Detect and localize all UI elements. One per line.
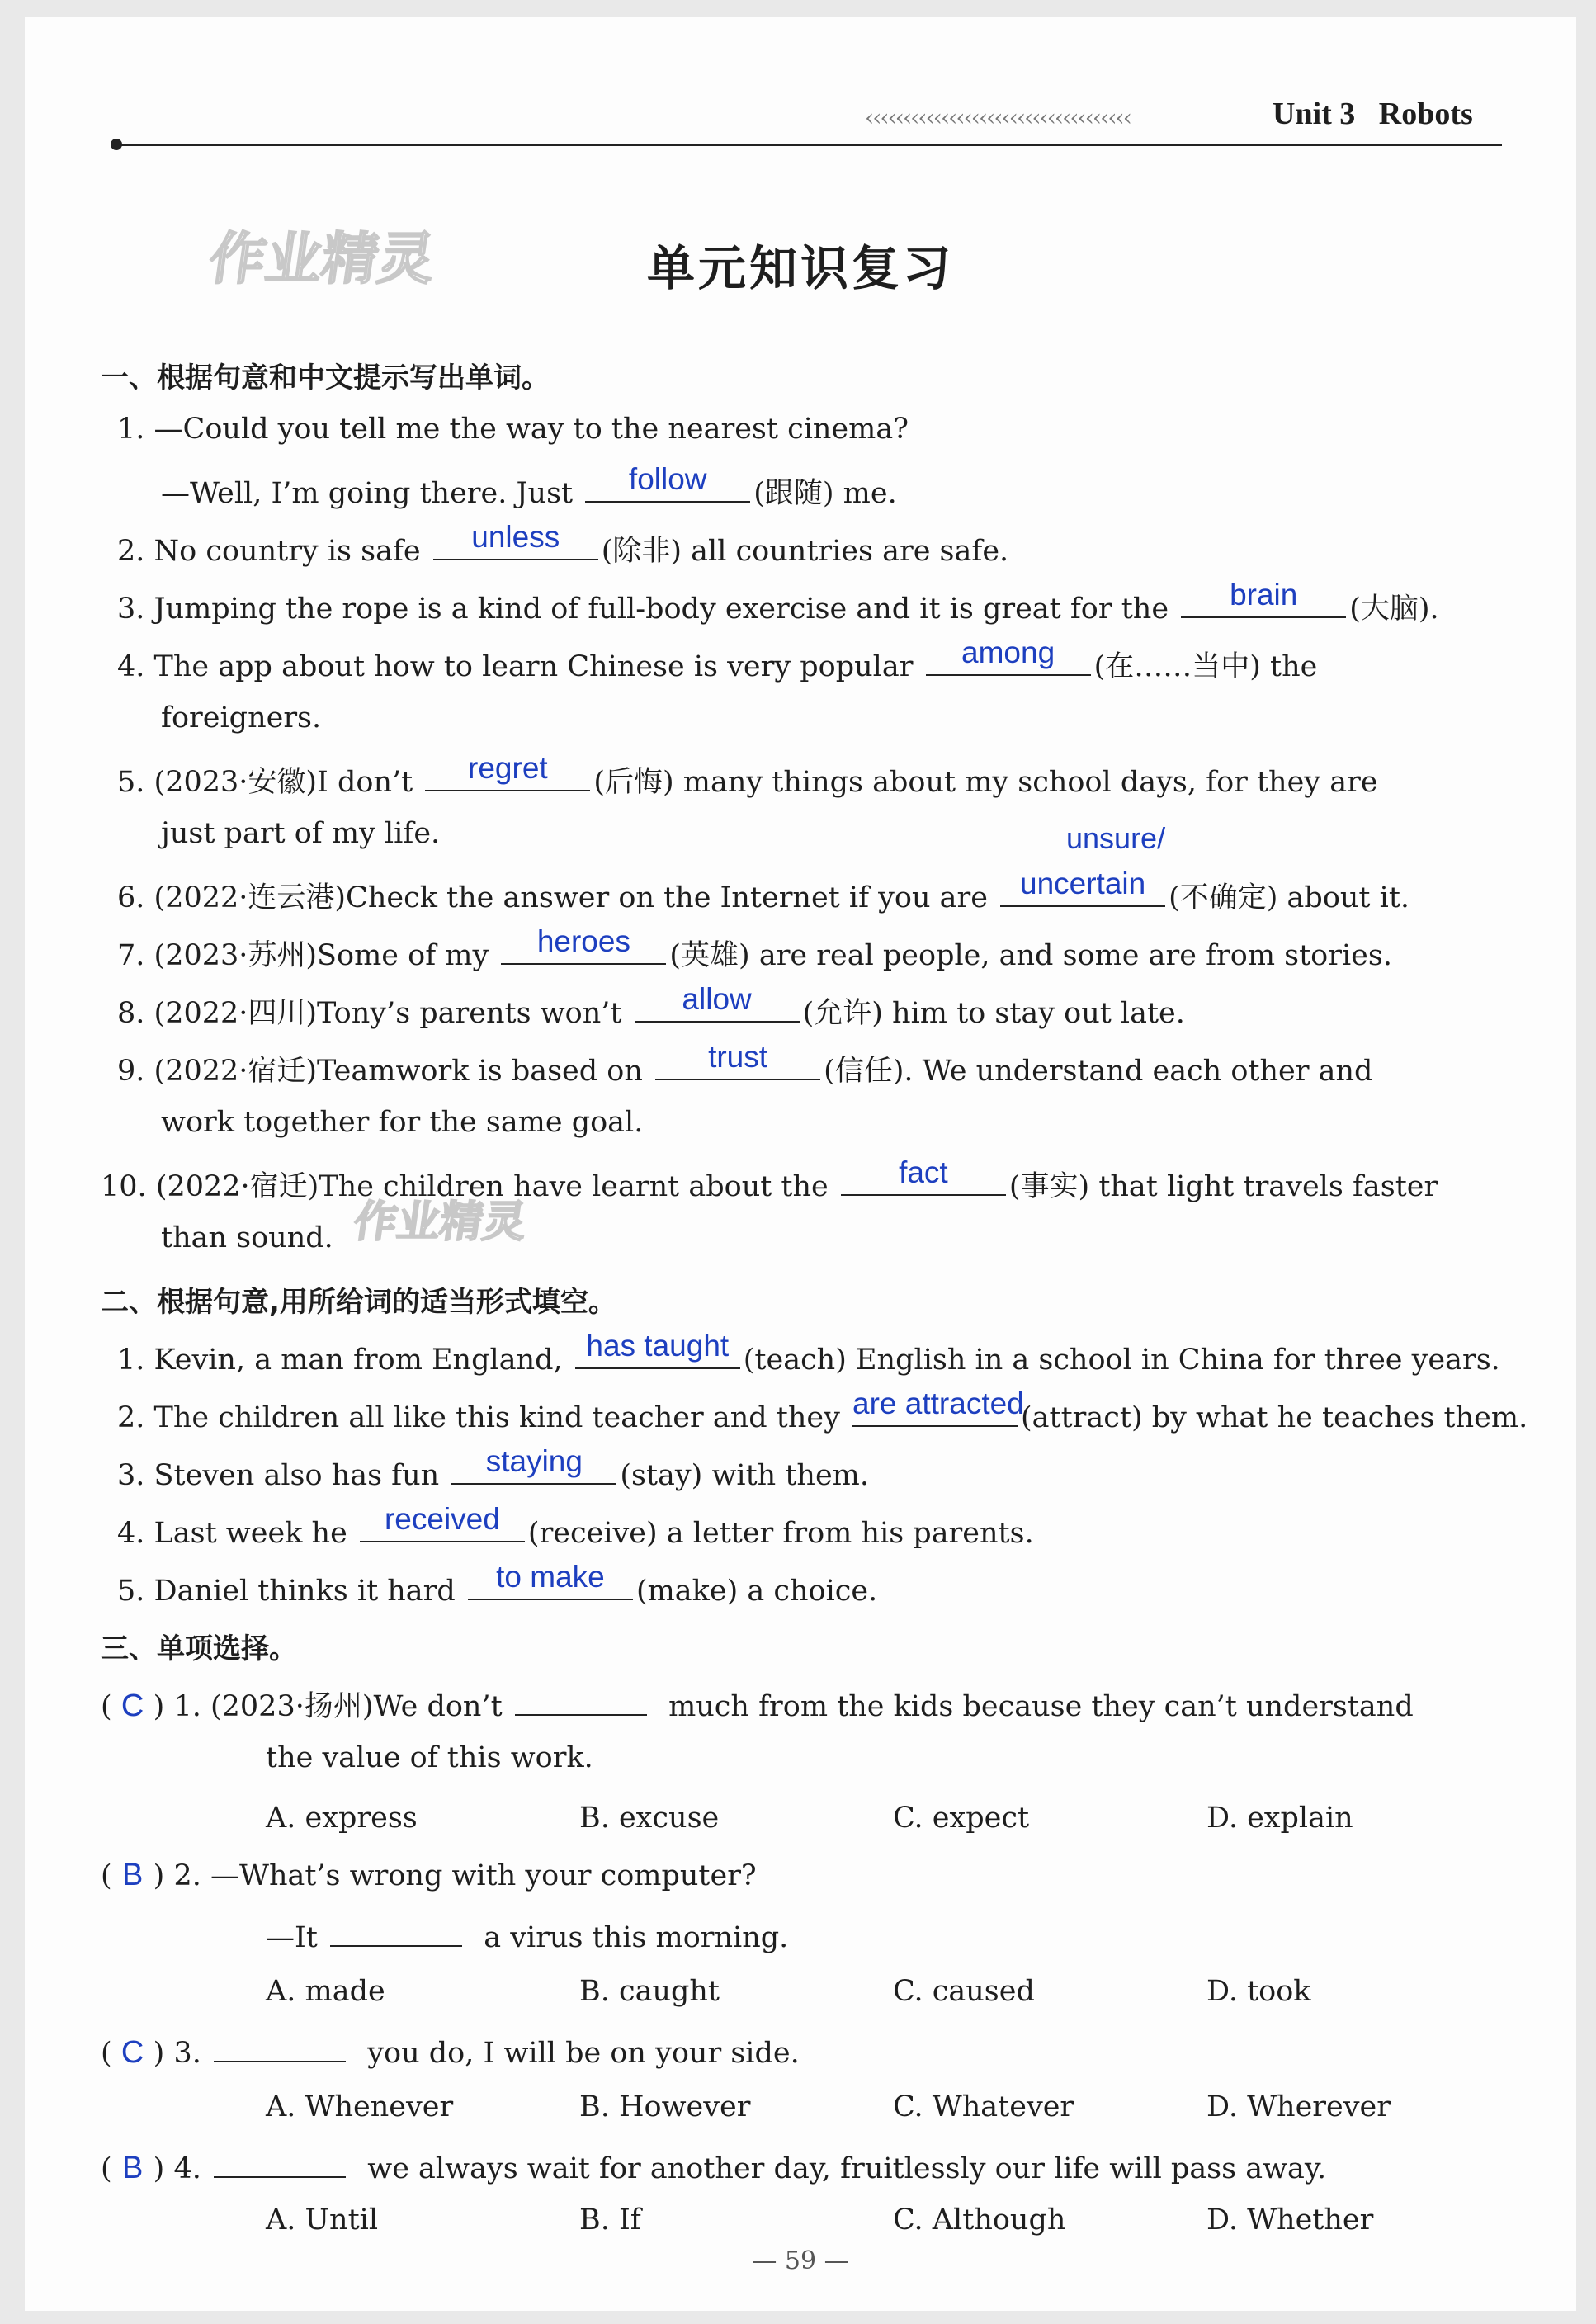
option-c[interactable]: C. Whatever <box>893 2090 1074 2123</box>
s1-q9-line1: 9. (2022·宿迁)Teamwork is based on trust (信任). We understand each other and <box>117 1040 1373 1088</box>
answer-blank[interactable] <box>214 2148 346 2178</box>
choice-answer[interactable]: C <box>120 2035 144 2070</box>
s3-q3-line1: ( C ) 3. you do, I will be on your side. <box>101 2033 800 2068</box>
answer-blank[interactable] <box>360 1502 525 1542</box>
option-d[interactable]: D. took <box>1206 1975 1311 2008</box>
answer-blank[interactable] <box>451 1444 616 1485</box>
option-d[interactable]: D. Wherever <box>1206 2090 1391 2123</box>
answer-blank[interactable] <box>330 1917 462 1947</box>
s3-q4-line1: ( B ) 4. we always wait for another day, fruitlessly our life will pass away. <box>101 2148 1326 2184</box>
handwritten-answer: are attracted <box>852 1386 1024 1420</box>
page-title: 单元知识复习 <box>646 240 954 296</box>
choice-answer[interactable]: B <box>121 2151 144 2185</box>
s2-q3: 3. Steven also has fun staying (stay) with them. <box>117 1444 869 1492</box>
handwritten-answer: fact <box>899 1155 948 1189</box>
s1-q1-line2: —Well, I’m going there. Just follow (跟随) me. <box>161 462 897 510</box>
page-number: — 59 — <box>752 2246 849 2275</box>
s1-q5-line1: 5. (2023·安徽)I don’t regret (后悔) many things about my school days, for they are <box>117 751 1378 799</box>
answer-blank[interactable] <box>1000 867 1165 907</box>
s1-q10-line1: 10. (2022·宿迁)The children have learnt about the fact (事实) that light travels faster <box>101 1155 1438 1203</box>
answer-blank[interactable] <box>501 924 666 965</box>
answer-blank[interactable] <box>655 1040 820 1080</box>
handwritten-answer: regret <box>468 751 548 785</box>
handwritten-answer: among <box>961 635 1055 669</box>
header-unit: Unit 3 <box>1273 97 1356 131</box>
handwritten-answer: heroes <box>536 924 630 958</box>
option-b[interactable]: B. If <box>579 2204 641 2237</box>
handwritten-answer: uncertain <box>1020 867 1146 900</box>
handwritten-answer: to make <box>496 1560 605 1594</box>
option-c[interactable]: C. caused <box>893 1975 1035 2008</box>
answer-blank[interactable] <box>433 520 598 560</box>
watermark-logo: 作业精灵 <box>205 227 439 292</box>
s1-q5-line2: just part of my life. <box>161 817 441 850</box>
answer-blank[interactable] <box>425 751 590 791</box>
s1-q2: 2. No country is safe unless (除非) all countries are safe. <box>117 520 1009 568</box>
answer-blank[interactable] <box>585 462 750 503</box>
s3-q2-options <box>266 1975 1504 2008</box>
s1-q4-line1: 4. The app about how to learn Chinese is very popular among (在……当中) the <box>117 635 1318 683</box>
handwritten-answer: follow <box>628 462 707 496</box>
section2-heading: 二、根据句意,用所给词的适当形式填空。 <box>101 1286 616 1319</box>
choice-answer[interactable]: C <box>120 1689 144 1723</box>
s1-q7: 7. (2023·苏州)Some of my heroes (英雄) are real people, and some are from stories. <box>117 924 1392 972</box>
option-b[interactable]: B. excuse <box>579 1802 720 1835</box>
s1-q8: 8. (2022·四川)Tony’s parents won’t allow (允许) him to stay out late. <box>117 982 1185 1030</box>
page <box>25 17 1576 2311</box>
s1-q4-line2: foreigners. <box>161 701 322 735</box>
answer-blank[interactable] <box>852 1386 1024 1427</box>
s3-q1-line2: the value of this work. <box>266 1741 593 1774</box>
option-a[interactable]: A. express <box>266 1802 418 1835</box>
s3-q2-line2: —It a virus this morning. <box>266 1917 788 1953</box>
option-c[interactable]: C. Although <box>893 2204 1066 2237</box>
option-d[interactable]: D. explain <box>1206 1802 1353 1835</box>
handwritten-answer: has taught <box>586 1329 730 1363</box>
option-a[interactable]: A. Until <box>266 2204 379 2237</box>
handwritten-answer: brain <box>1230 578 1298 612</box>
s1-q10-line2: than sound. <box>161 1221 333 1254</box>
s1-q9-line2: work together for the same goal. <box>161 1106 644 1139</box>
answer-blank[interactable] <box>515 1686 647 1716</box>
answer-blank[interactable] <box>468 1560 633 1600</box>
answer-blank[interactable] <box>214 2033 346 2062</box>
handwritten-answer-alt: unsure/ <box>1066 821 1166 855</box>
s3-q3-options <box>266 2090 1504 2123</box>
header-rule <box>116 144 1502 146</box>
watermark-logo-2: 作业精灵 <box>351 1197 530 1247</box>
section1-heading: 一、根据句意和中文提示写出单词。 <box>101 361 550 394</box>
answer-blank[interactable] <box>1181 578 1346 618</box>
option-d[interactable]: D. Whether <box>1206 2204 1374 2237</box>
section3-heading: 三、单项选择。 <box>101 1632 297 1665</box>
option-c[interactable]: C. expect <box>893 1802 1030 1835</box>
answer-blank[interactable] <box>635 982 800 1023</box>
handwritten-answer: staying <box>485 1444 583 1478</box>
s2-q4: 4. Last week he received (receive) a letter from his parents. <box>117 1502 1034 1550</box>
handwritten-answer: trust <box>708 1040 768 1074</box>
s1-q1-line1: 1. —Could you tell me the way to the nearest cinema? <box>117 413 909 446</box>
handwritten-answer: allow <box>682 982 752 1016</box>
s3-q1-options <box>266 1802 1504 1835</box>
s2-q2: 2. The children all like this kind teacher and they are attracted (attract) by what he teaches them. <box>117 1386 1528 1434</box>
s2-q5: 5. Daniel thinks it hard to make (make) a choice. <box>117 1560 878 1608</box>
option-a[interactable]: A. made <box>266 1975 385 2008</box>
option-b[interactable]: B. caught <box>579 1975 720 2008</box>
s3-q4-options <box>266 2204 1504 2237</box>
option-a[interactable]: A. Whenever <box>266 2090 454 2123</box>
s1-q3: 3. Jumping the rope is a kind of full-body exercise and it is great for the brain (大脑). <box>117 578 1439 626</box>
answer-blank[interactable] <box>926 635 1091 676</box>
handwritten-answer: received <box>384 1502 500 1536</box>
s1-q6: 6. (2022·连云港)Check the answer on the Internet if you are uncertain (不确定) about it. <box>117 867 1410 914</box>
answer-blank[interactable] <box>841 1155 1006 1196</box>
s3-q1-line1: ( C ) 1. (2023·扬州)We don’t much from the kids because they can’t understand <box>101 1686 1414 1722</box>
answer-blank[interactable] <box>575 1329 740 1369</box>
header-unit-title <box>1273 96 1473 132</box>
s2-q1: 1. Kevin, a man from England, has taught (teach) English in a school in China for three years. <box>117 1329 1500 1377</box>
header-arrows: ‹‹‹‹‹‹‹‹‹‹‹‹‹‹‹‹‹‹‹‹‹‹‹‹‹‹‹‹‹‹‹‹‹‹‹ <box>865 104 1131 131</box>
choice-answer[interactable]: B <box>121 1858 144 1892</box>
handwritten-answer: unless <box>471 520 560 554</box>
header-topic: Robots <box>1378 97 1473 131</box>
option-b[interactable]: B. However <box>579 2090 751 2123</box>
s3-q2-line1: ( B ) 2. —What’s wrong with your computer? <box>101 1858 757 1892</box>
